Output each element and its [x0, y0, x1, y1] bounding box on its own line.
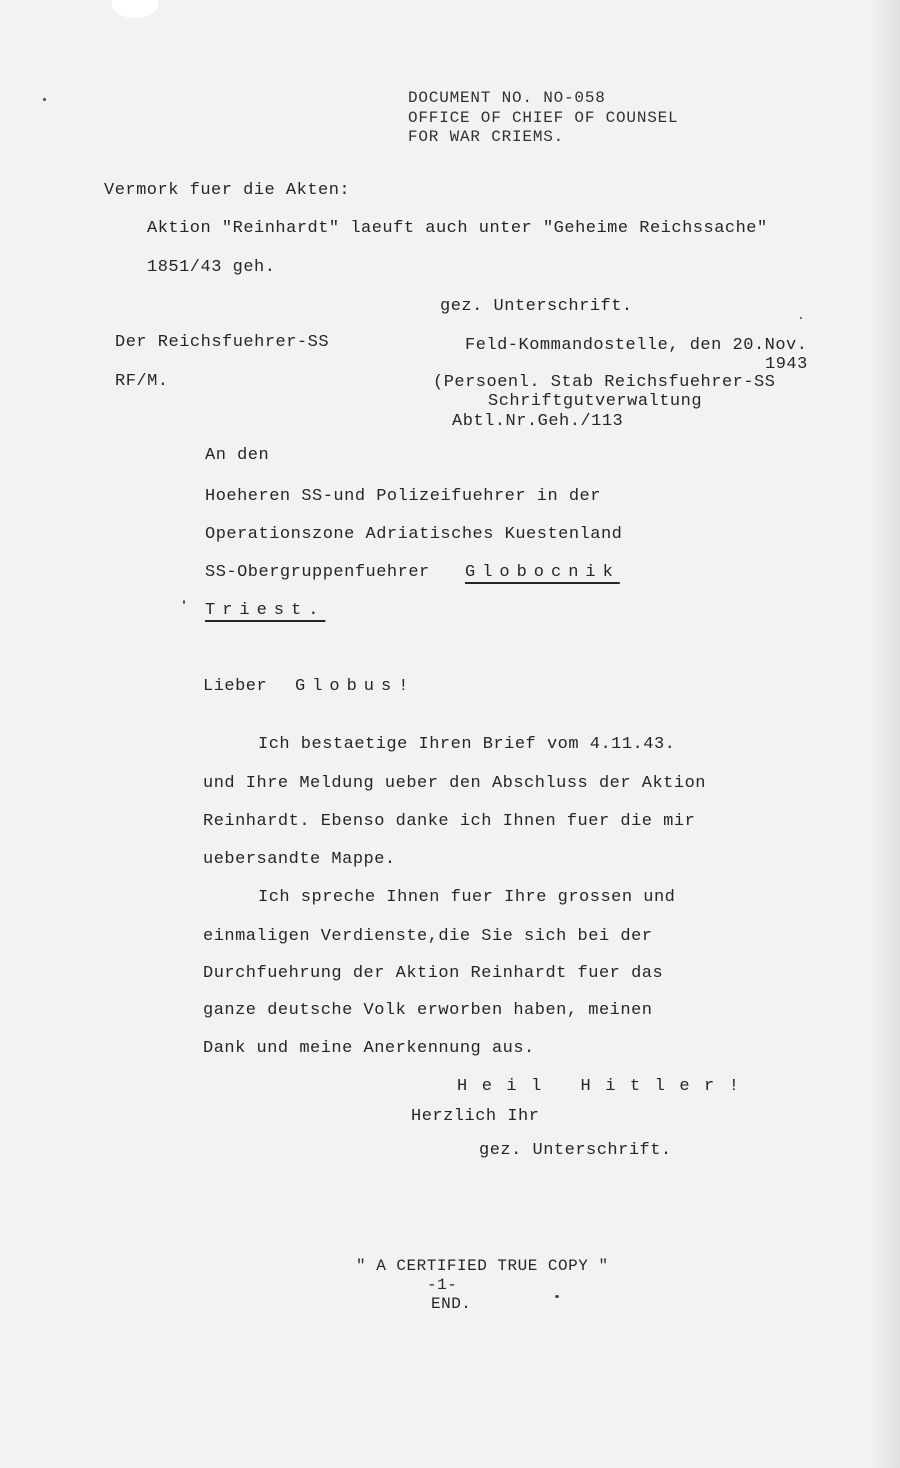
closing-herzlich: Herzlich Ihr	[411, 1107, 540, 1126]
sender-reference: RF/M.	[115, 372, 169, 391]
recipient-city: Triest.	[205, 601, 326, 620]
body-p1-line-2: und Ihre Meldung ueber den Abschluss der Aktion	[203, 774, 706, 793]
date-year: 1943	[765, 355, 808, 374]
recipient-title-2: Operationszone Adriatisches Kuestenland	[205, 525, 623, 544]
ink-speck	[800, 317, 802, 319]
body-p2-line-2: einmaligen Verdienste,die Sie sich bei der	[203, 927, 653, 946]
body-p1-line-3: Reinhardt. Ebenso danke ich Ihnen fuer die mir	[203, 812, 696, 831]
stamp-line-3: Abtl.Nr.Geh./113	[452, 412, 624, 431]
war-crimes-line: FOR WAR CRIEMS.	[408, 128, 565, 146]
recipient-title-1: Hoeheren SS-und Polizeifuehrer in der	[205, 487, 601, 506]
salutation-lieber: Lieber	[203, 677, 268, 696]
body-p1-line-1: Ich bestaetige Ihren Brief vom 4.11.43.	[258, 735, 676, 754]
sender-name: Der Reichsfuehrer-SS	[115, 333, 330, 352]
ink-speck	[43, 98, 46, 101]
place-date: Feld-Kommandostelle, den 20.Nov.	[465, 336, 808, 355]
body-p2-line-1: Ich spreche Ihnen fuer Ihre grossen und	[258, 888, 676, 907]
recipient-name: Globocnik	[465, 563, 620, 582]
paper-tear	[112, 0, 158, 18]
certified-copy-note: " A CERTIFIED TRUE COPY "	[356, 1257, 609, 1275]
closing-heil: Heil Hitler!	[457, 1077, 754, 1096]
stamp-line-1: (Persoenl. Stab Reichsfuehrer-SS	[433, 373, 776, 392]
document-number: DOCUMENT NO. NO-058	[408, 89, 606, 107]
body-p2-line-3: Durchfuehrung der Aktion Reinhardt fuer das	[203, 964, 664, 983]
memo-title: Vermork fuer die Akten:	[104, 181, 351, 200]
memo-line-2: 1851/43 geh.	[147, 258, 276, 277]
ink-speck	[555, 1295, 559, 1298]
salutation-name: Globus!	[295, 677, 416, 696]
closing-signature: gez. Unterschrift.	[479, 1141, 672, 1160]
memo-line-1: Aktion "Reinhardt" laeuft auch unter "Geheime Reichssache"	[147, 219, 768, 238]
ink-speck	[183, 600, 185, 604]
stamp-line-2: Schriftgutverwaltung	[488, 392, 703, 411]
recipient-rank: SS-Obergruppenfuehrer	[205, 563, 430, 582]
body-p1-line-4: uebersandte Mappe.	[203, 850, 396, 869]
memo-signature: gez. Unterschrift.	[440, 297, 633, 316]
page-edge-shadow	[870, 0, 900, 1468]
recipient-an-den: An den	[205, 446, 270, 465]
end-mark: END.	[431, 1295, 472, 1313]
body-p2-line-4: ganze deutsche Volk erworben haben, meinen	[203, 1001, 653, 1020]
office-line: OFFICE OF CHIEF OF COUNSEL	[408, 109, 679, 127]
page-number: -1-	[427, 1276, 458, 1294]
body-p2-line-5: Dank und meine Anerkennung aus.	[203, 1039, 535, 1058]
